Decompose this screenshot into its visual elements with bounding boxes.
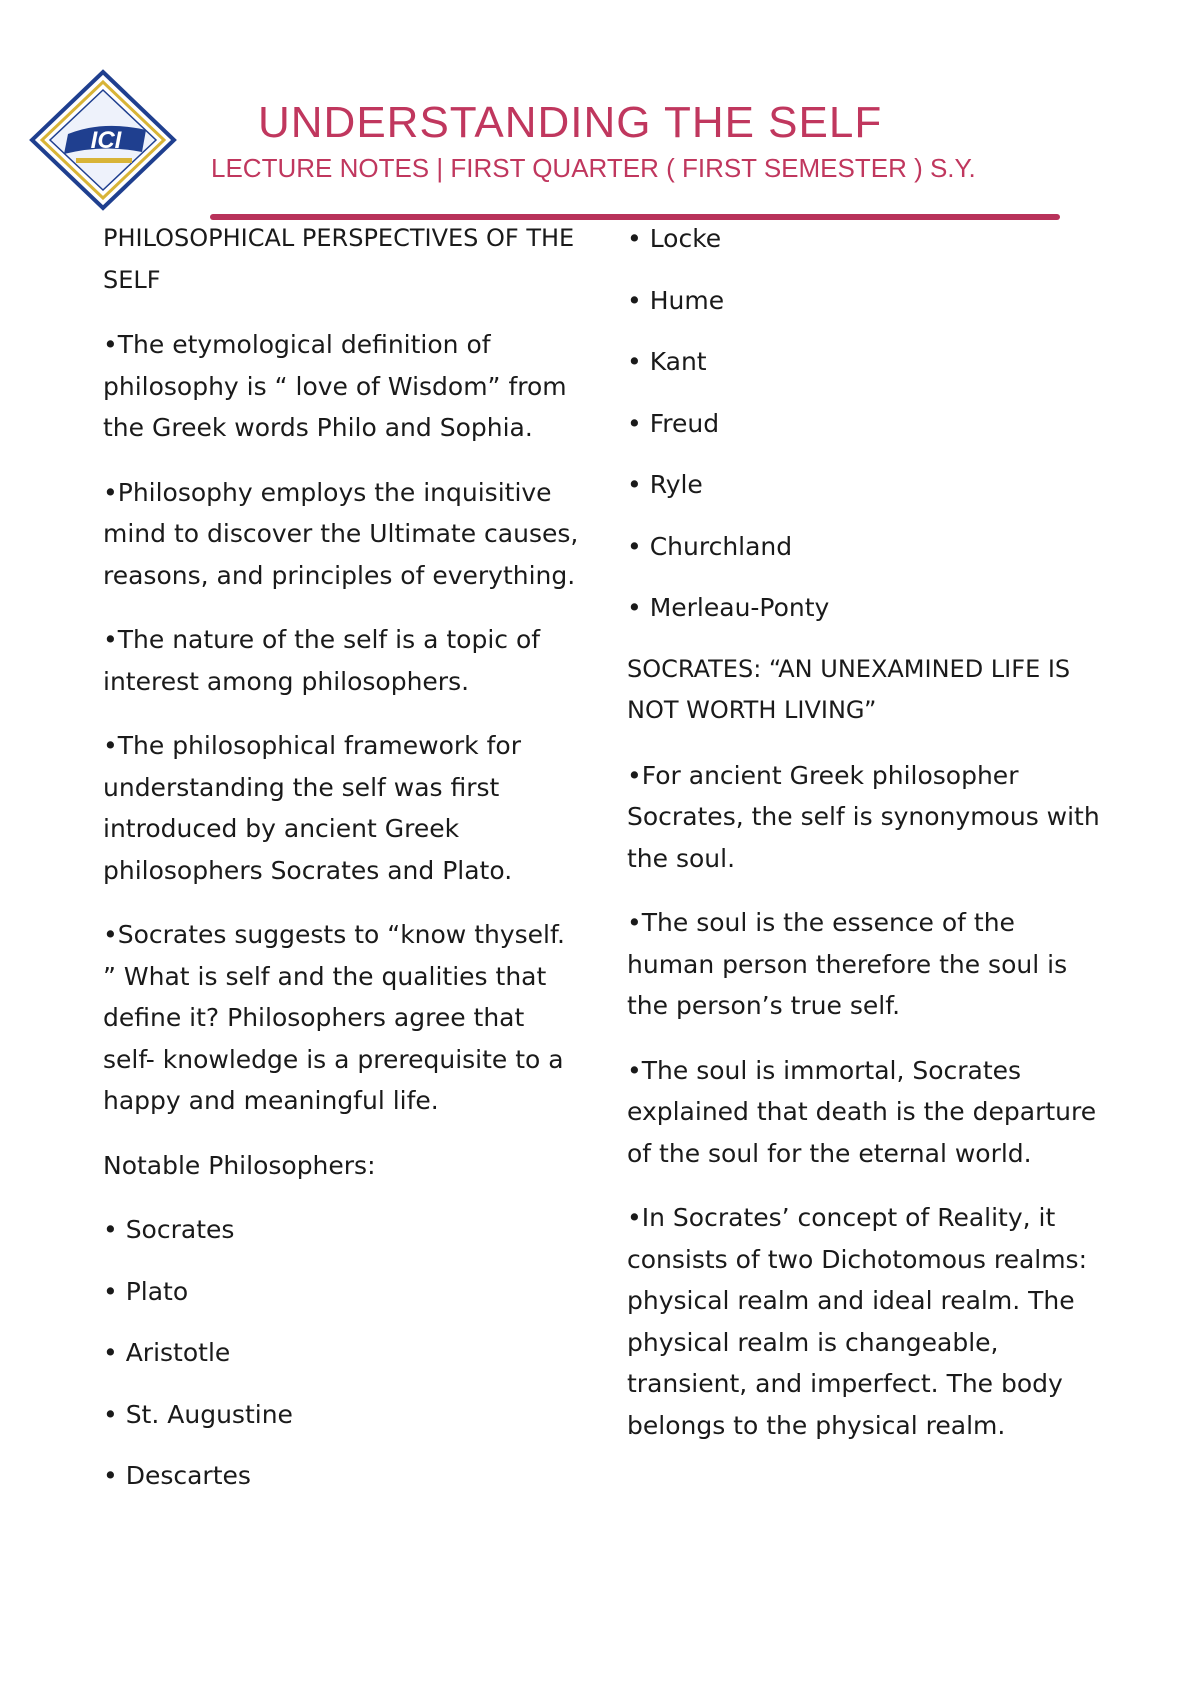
list-item: • Freud	[627, 408, 720, 438]
paragraph: •The nature of the self is a topic of interest among philosophers.	[103, 625, 541, 696]
left-column	[103, 218, 583, 1517]
list-item: • Locke	[627, 224, 722, 253]
paragraph: •Socrates suggests to “know thyself. ” What is self and the qualities that define it? Philosophers agree that self- knowledge is a prerequisite to a happy and meaningful life.	[103, 920, 565, 1115]
right-column	[627, 218, 1107, 1469]
section-heading: PHILOSOPHICAL PERSPECTIVES OF THE SELF	[103, 224, 575, 294]
document-title: UNDERSTANDING THE SELF	[258, 98, 883, 147]
list-item: • Ryle	[627, 470, 703, 499]
paragraph: •For ancient Greek philosopher Socrates, the self is synonymous with the soul.	[627, 760, 1100, 873]
list-item: • Socrates	[103, 1215, 235, 1244]
document-subtitle: LECTURE NOTES | FIRST QUARTER ( FIRST SEMESTER ) S.Y.	[211, 153, 976, 183]
list-item: • Aristotle	[103, 1338, 231, 1367]
paragraph: •Philosophy employs the inquisitive mind to discover the Ultimate causes, reasons, and principles of everything.	[103, 477, 579, 590]
svg-text:ICI: ICI	[90, 127, 122, 154]
list-item: • Churchland	[627, 531, 793, 561]
paragraph: •The soul is the essence of the human person therefore the soul is the person’s true self.	[627, 908, 1068, 1020]
list-item: • Hume	[627, 285, 725, 315]
school-logo	[28, 68, 178, 212]
list-item: • Merleau-Ponty	[627, 593, 830, 622]
paragraph: •The philosophical framework for understanding the self was first introduced by ancient Greek philosophers Socrates and Plato.	[103, 731, 521, 885]
paragraph: •In Socrates’ concept of Reality, it consists of two Dichotomous realms: physical realm and ideal realm. The physical realm is changeable, transient, and imperfect. The body belongs to the physical realm.	[627, 1203, 1088, 1440]
list-label: Notable Philosophers:	[103, 1150, 376, 1180]
list-item: • Descartes	[103, 1461, 251, 1490]
list-item: • St. Augustine	[103, 1399, 293, 1429]
paragraph: •The etymological definition of philosophy is “ love of Wisdom” from the Greek words Philo and Sophia.	[103, 330, 567, 442]
paragraph: •The soul is immortal, Socrates explained that death is the departure of the soul for the eternal world.	[627, 1055, 1097, 1168]
list-item: • Kant	[627, 347, 707, 376]
section-heading: SOCRATES: “AN UNEXAMINED LIFE IS NOT WORTH LIVING”	[627, 654, 1071, 724]
list-item: • Plato	[103, 1276, 189, 1306]
